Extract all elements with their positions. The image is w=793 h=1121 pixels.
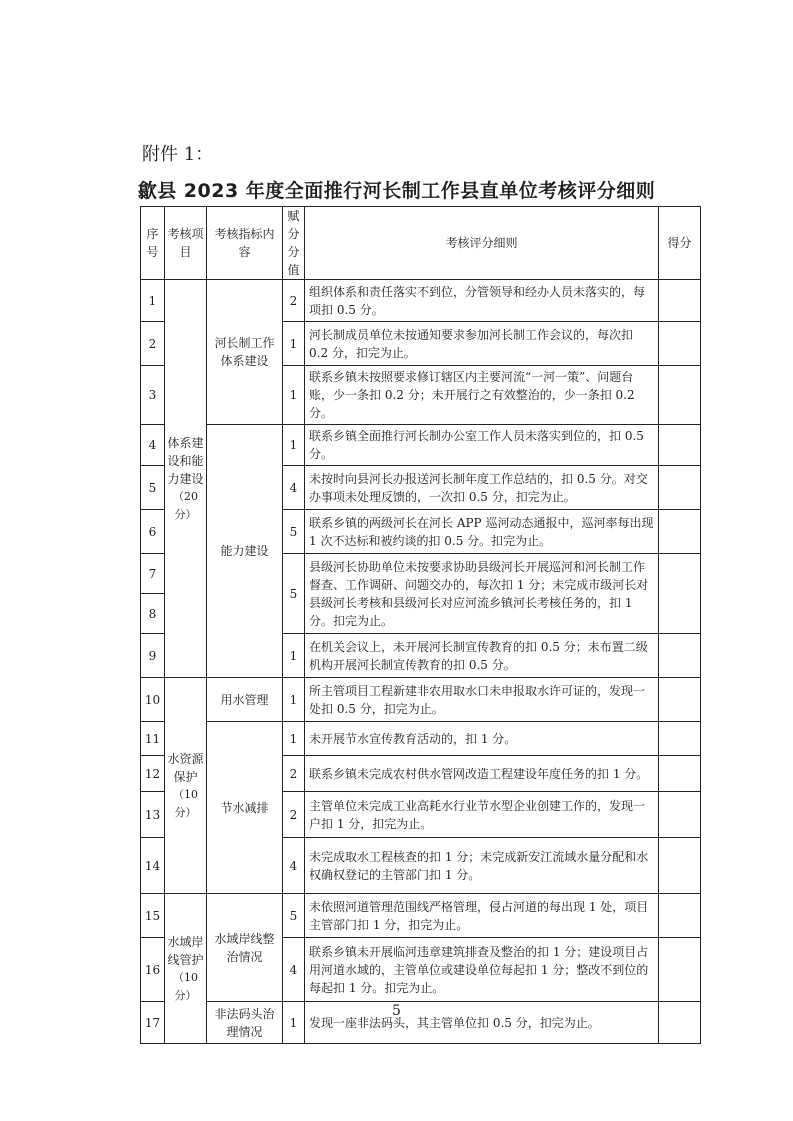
score-input-cell[interactable]	[659, 792, 701, 838]
row-seq: 13	[141, 792, 165, 838]
row-seq: 9	[141, 634, 165, 678]
row-score: 1	[283, 425, 305, 466]
row-seq: 14	[141, 838, 165, 894]
table-row	[141, 894, 701, 938]
category-points: （10 分）	[173, 970, 198, 1002]
row-seq: 11	[141, 722, 165, 756]
row-detail: 未依照河道管理范围线严格管理，侵占河道的每出现 1 处，项目主管部门扣 1 分，扣完为止。	[305, 894, 659, 938]
score-input-cell[interactable]	[659, 838, 701, 894]
header-score: 赋分分值	[283, 207, 305, 280]
row-score: 1	[283, 634, 305, 678]
table-row	[141, 722, 701, 756]
row-seq: 17	[141, 1002, 165, 1044]
page-title: 歙县 2023 年度全面推行河长制工作县直单位考核评分细则	[137, 180, 656, 202]
score-input-cell[interactable]	[659, 894, 701, 938]
row-score: 2	[283, 792, 305, 838]
row-seq: 3	[141, 366, 165, 425]
category-cell	[165, 280, 207, 678]
row-score: 4	[283, 938, 305, 1002]
score-input-cell[interactable]	[659, 322, 701, 366]
row-seq: 12	[141, 756, 165, 792]
indicator-cell: 水域岸线整治情况	[207, 894, 283, 1002]
row-seq: 4	[141, 425, 165, 466]
row-score: 1	[283, 1002, 305, 1044]
row-detail: 主管单位未完成工业高耗水行业节水型企业创建工作的，发现一户扣 1 分，扣完为止。	[305, 792, 659, 838]
header-seq: 序号	[141, 207, 165, 280]
table-header-row	[141, 207, 701, 280]
row-detail: 联系乡镇未开展临河违章建筑排查及整治的扣 1 分；建设项目占用河道水域的，主管单位或建设单位每起扣 1 分；整改不到位的每起扣 1 分。扣完为止。	[305, 938, 659, 1002]
row-detail: 发现一座非法码头，其主管单位扣 0.5 分，扣完为止。	[305, 1002, 659, 1044]
row-score: 1	[283, 678, 305, 722]
row-seq: 8	[141, 594, 165, 634]
row-score: 4	[283, 466, 305, 510]
row-score: 1	[283, 366, 305, 425]
row-seq: 16	[141, 938, 165, 1002]
row-detail: 所主管项目工程新建非农用取水口未申报取水许可证的，发现一处扣 0.5 分，扣完为止。	[305, 678, 659, 722]
row-seq: 6	[141, 510, 165, 554]
row-detail: 未完成取水工程核查的扣 1 分；未完成新安江流域水量分配和水权确权登记的主管部门扣 1 分。	[305, 838, 659, 894]
row-detail: 联系乡镇未按照要求修订辖区内主要河流“一河一策”、问题台账，少一条扣 0.2 分；未开展行之有效整治的，少一条扣 0.2 分。	[305, 366, 659, 425]
table-row	[141, 280, 701, 322]
row-seq: 5	[141, 466, 165, 510]
score-input-cell[interactable]	[659, 756, 701, 792]
category-points: （20 分）	[173, 489, 198, 521]
header-indicator: 考核指标内容	[207, 207, 283, 280]
indicator-cell: 能力建设	[207, 425, 283, 678]
category-name: 水域岸线管护	[167, 934, 204, 967]
row-score: 1	[283, 322, 305, 366]
row-score: 2	[283, 756, 305, 792]
row-score: 5	[283, 894, 305, 938]
row-detail: 未开展节水宣传教育活动的，扣 1 分。	[305, 722, 659, 756]
score-input-cell[interactable]	[659, 678, 701, 722]
score-input-cell[interactable]	[659, 510, 701, 554]
category-cell	[165, 678, 207, 894]
row-detail: 联系乡镇未完成农村供水管网改造工程建设年度任务的扣 1 分。	[305, 756, 659, 792]
header-detail: 考核评分细则	[305, 207, 659, 280]
score-input-cell[interactable]	[659, 554, 701, 634]
table-row	[141, 678, 701, 722]
row-score: 4	[283, 838, 305, 894]
row-score: 5	[283, 510, 305, 554]
row-seq: 15	[141, 894, 165, 938]
attachment-label: 附件 1：	[142, 144, 214, 165]
score-input-cell[interactable]	[659, 366, 701, 425]
row-detail: 联系乡镇全面推行河长制办公室工作人员未落实到位的，扣 0.5 分。	[305, 425, 659, 466]
indicator-cell: 节水减排	[207, 722, 283, 894]
score-input-cell[interactable]	[659, 634, 701, 678]
row-detail: 未按时向县河长办报送河长制年度工作总结的，扣 0.5 分。对交办事项未处理反馈的，一次扣 0.5 分，扣完为止。	[305, 466, 659, 510]
header-got: 得分	[659, 207, 701, 280]
row-seq: 10	[141, 678, 165, 722]
header-item: 考核项目	[165, 207, 207, 280]
category-name: 体系建设和能力建设	[167, 435, 204, 486]
row-score: 5	[283, 554, 305, 634]
row-seq: 7	[141, 554, 165, 594]
row-seq: 1	[141, 280, 165, 322]
row-detail: 河长制成员单位未按通知要求参加河长制工作会议的，每次扣 0.2 分，扣完为止。	[305, 322, 659, 366]
row-detail: 组织体系和责任落实不到位，分管领导和经办人员未落实的，每项扣 0.5 分。	[305, 280, 659, 322]
indicator-cell: 非法码头治理情况	[207, 1002, 283, 1044]
scoring-table	[140, 206, 701, 1044]
row-seq: 2	[141, 322, 165, 366]
category-name: 水资源保护	[167, 751, 204, 784]
row-score: 2	[283, 280, 305, 322]
score-input-cell[interactable]	[659, 938, 701, 1002]
category-cell	[165, 894, 207, 1044]
category-points: （10 分）	[173, 787, 198, 819]
page-number: 5	[392, 1003, 401, 1019]
score-input-cell[interactable]	[659, 466, 701, 510]
indicator-cell: 用水管理	[207, 678, 283, 722]
score-input-cell[interactable]	[659, 280, 701, 322]
score-input-cell[interactable]	[659, 722, 701, 756]
row-score: 1	[283, 722, 305, 756]
indicator-cell: 河长制工作体系建设	[207, 280, 283, 425]
score-input-cell[interactable]	[659, 425, 701, 466]
table-row	[141, 425, 701, 466]
row-detail: 在机关会议上，未开展河长制宣传教育的扣 0.5 分；未布置二级机构开展河长制宣传教育的扣 0.5 分。	[305, 634, 659, 678]
row-detail: 县级河长协助单位未按要求协助县级河长开展巡河和河长制工作督查、工作调研、问题交办的，每次扣 1 分；未完成市级河长对县级河长考核和县级河长对应河流乡镇河长考核任务的，扣 1 分。扣完为止。	[305, 554, 659, 634]
row-detail: 联系乡镇的两级河长在河长 APP 巡河动态通报中，巡河率每出现 1 次不达标和被约谈的扣 0.5 分。扣完为止。	[305, 510, 659, 554]
